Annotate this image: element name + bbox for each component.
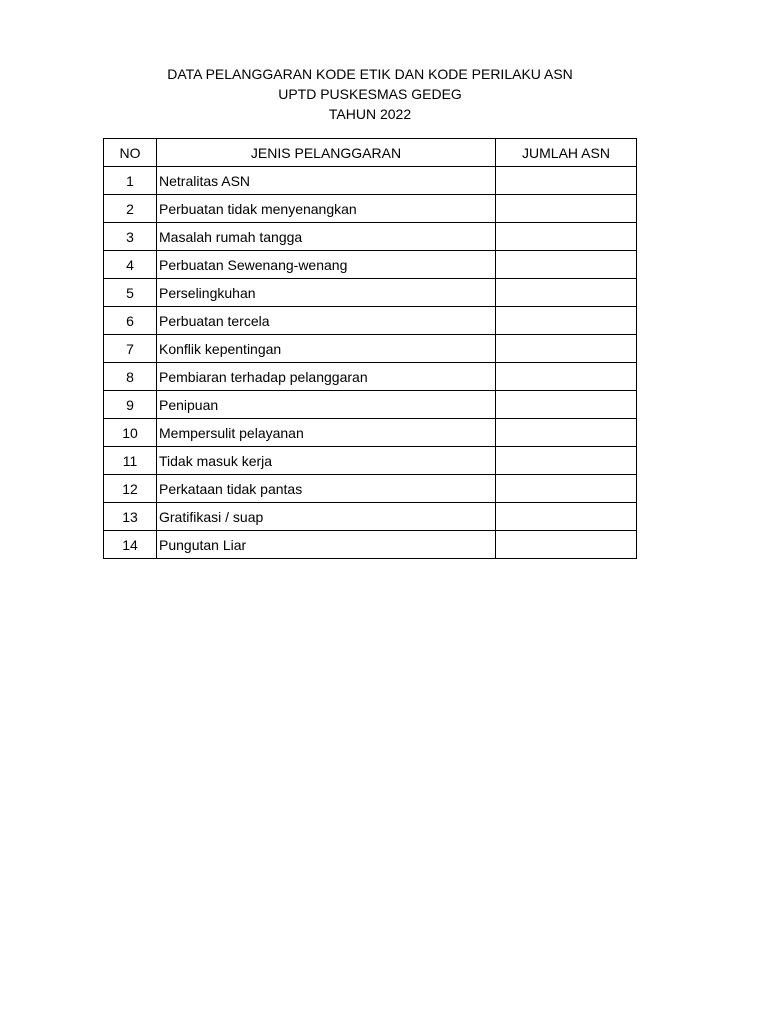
cell-no: 5 <box>104 279 157 307</box>
table-header-row <box>104 139 637 167</box>
cell-jumlah-asn <box>496 279 637 307</box>
cell-jenis-pelanggaran: Gratifikasi / suap <box>157 503 496 531</box>
cell-jenis-pelanggaran: Mempersulit pelayanan <box>157 419 496 447</box>
cell-no: 6 <box>104 307 157 335</box>
cell-no: 4 <box>104 251 157 279</box>
cell-no: 1 <box>104 167 157 195</box>
cell-no: 11 <box>104 447 157 475</box>
cell-jumlah-asn <box>496 251 637 279</box>
column-header-no: NO <box>104 139 157 167</box>
cell-jumlah-asn <box>496 335 637 363</box>
cell-no: 10 <box>104 419 157 447</box>
cell-jenis-pelanggaran: Penipuan <box>157 391 496 419</box>
column-header-jumlah: JUMLAH ASN <box>496 139 637 167</box>
cell-jenis-pelanggaran: Perbuatan tidak menyenangkan <box>157 195 496 223</box>
table-row <box>104 279 637 307</box>
table-row <box>104 363 637 391</box>
cell-jenis-pelanggaran: Tidak masuk kerja <box>157 447 496 475</box>
cell-jumlah-asn <box>496 391 637 419</box>
cell-jenis-pelanggaran: Perselingkuhan <box>157 279 496 307</box>
cell-jenis-pelanggaran: Pembiaran terhadap pelanggaran <box>157 363 496 391</box>
cell-jenis-pelanggaran: Pungutan Liar <box>157 531 496 559</box>
cell-no: 3 <box>104 223 157 251</box>
column-header-jenis: JENIS PELANGGARAN <box>157 139 496 167</box>
table-row <box>104 531 637 559</box>
cell-jumlah-asn <box>496 363 637 391</box>
table-row <box>104 167 637 195</box>
cell-no: 7 <box>104 335 157 363</box>
cell-jumlah-asn <box>496 475 637 503</box>
violations-table <box>103 138 637 559</box>
cell-jumlah-asn <box>496 447 637 475</box>
cell-no: 2 <box>104 195 157 223</box>
cell-jumlah-asn <box>496 223 637 251</box>
table-row <box>104 391 637 419</box>
table-row <box>104 503 637 531</box>
cell-jenis-pelanggaran: Konflik kepentingan <box>157 335 496 363</box>
table-row <box>104 447 637 475</box>
cell-jumlah-asn <box>496 195 637 223</box>
cell-no: 13 <box>104 503 157 531</box>
document-subtitle-institution: UPTD PUSKESMAS GEDEG <box>278 86 462 102</box>
cell-no: 9 <box>104 391 157 419</box>
document-title-block <box>0 64 740 124</box>
table-row <box>104 223 637 251</box>
cell-no: 12 <box>104 475 157 503</box>
cell-jumlah-asn <box>496 307 637 335</box>
table-row <box>104 307 637 335</box>
cell-jenis-pelanggaran: Perbuatan Sewenang-wenang <box>157 251 496 279</box>
cell-jumlah-asn <box>496 531 637 559</box>
table-row <box>104 335 637 363</box>
cell-jumlah-asn <box>496 503 637 531</box>
document-title: DATA PELANGGARAN KODE ETIK DAN KODE PERILAKU ASN <box>167 66 573 82</box>
cell-no: 14 <box>104 531 157 559</box>
table-body <box>104 167 637 559</box>
table-row <box>104 251 637 279</box>
table-row <box>104 195 637 223</box>
table-row <box>104 475 637 503</box>
cell-jenis-pelanggaran: Netralitas ASN <box>157 167 496 195</box>
table-row <box>104 419 637 447</box>
cell-jenis-pelanggaran: Masalah rumah tangga <box>157 223 496 251</box>
cell-jenis-pelanggaran: Perkataan tidak pantas <box>157 475 496 503</box>
cell-jenis-pelanggaran: Perbuatan tercela <box>157 307 496 335</box>
document-subtitle-year: TAHUN 2022 <box>328 106 412 122</box>
cell-jumlah-asn <box>496 167 637 195</box>
cell-no: 8 <box>104 363 157 391</box>
cell-jumlah-asn <box>496 419 637 447</box>
